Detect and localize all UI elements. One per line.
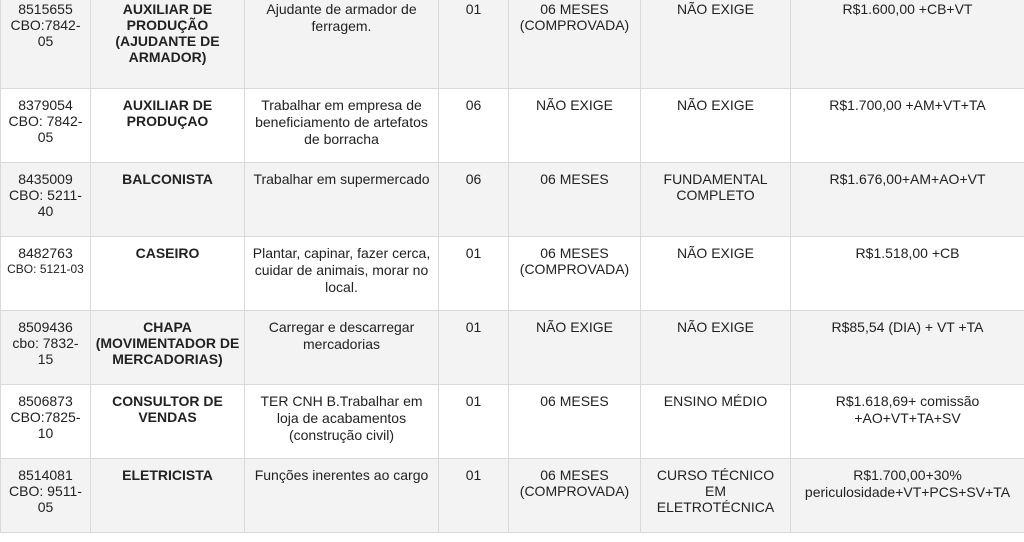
- job-experience: NÃO EXIGE: [509, 311, 641, 385]
- table-row: [1, 459, 1024, 533]
- table-row: [1, 0, 1024, 89]
- job-code: 8515655: [18, 1, 73, 17]
- cbo-code: CBO:7825-10: [10, 409, 81, 441]
- job-code: 8435009: [18, 171, 73, 187]
- job-salary: R$1.618,69+ comissão +AO+VT+TA+SV: [791, 385, 1024, 459]
- cbo-code: CBO: 5121-03: [7, 262, 84, 276]
- cbo-code: cbo: 7832-15: [12, 335, 79, 367]
- job-salary: R$1.700,00 +AM+VT+TA: [791, 89, 1024, 163]
- job-experience: 06 MESES (COMPROVADA): [509, 237, 641, 311]
- job-salary: R$1.600,00 +CB+VT: [791, 0, 1024, 89]
- job-schooling: NÃO EXIGE: [641, 237, 791, 311]
- job-salary: R$1.700,00+30% periculosidade+VT+PCS+SV+TA: [791, 459, 1024, 533]
- job-experience: 06 MESES (COMPROVADA): [509, 0, 641, 89]
- job-description: Trabalhar em empresa de beneficiamento de artefatos de borracha: [245, 89, 439, 163]
- job-title: AUXILIAR DE PRODUÇAO: [91, 89, 245, 163]
- job-code-cell: [1, 89, 91, 163]
- cbo-code: CBO: 7842-05: [8, 113, 83, 145]
- job-experience: NÃO EXIGE: [509, 89, 641, 163]
- job-title: CONSULTOR DE VENDAS: [91, 385, 245, 459]
- job-schooling: CURSO TÉCNICO EM ELETROTÉCNICA: [641, 459, 791, 533]
- job-vacancies: 06: [439, 89, 509, 163]
- job-code-cell: [1, 385, 91, 459]
- cbo-code: CBO: 5211-40: [9, 187, 82, 219]
- job-description: Ajudante de armador de ferragem.: [245, 0, 439, 89]
- job-code-cell: [1, 0, 91, 89]
- job-title: CASEIRO: [91, 237, 245, 311]
- job-vacancies: 06: [439, 163, 509, 237]
- job-schooling: NÃO EXIGE: [641, 0, 791, 89]
- job-schooling: ENSINO MÉDIO: [641, 385, 791, 459]
- cbo-code: CBO:7842-05: [10, 17, 81, 49]
- job-code: 8506873: [18, 393, 73, 409]
- job-experience: 06 MESES: [509, 163, 641, 237]
- table-row: [1, 163, 1024, 237]
- job-vacancies: 01: [439, 385, 509, 459]
- job-code: 8509436: [18, 319, 73, 335]
- job-description: Carregar e descarregar mercadorias: [245, 311, 439, 385]
- job-code: 8514081: [18, 467, 73, 483]
- table-row: [1, 237, 1024, 311]
- job-title: BALCONISTA: [91, 163, 245, 237]
- job-schooling: NÃO EXIGE: [641, 89, 791, 163]
- table-row: [1, 89, 1024, 163]
- job-vacancies: 01: [439, 311, 509, 385]
- job-code: 8482763: [18, 245, 73, 261]
- job-experience: 06 MESES: [509, 385, 641, 459]
- job-description: Plantar, capinar, fazer cerca, cuidar de animais, morar no local.: [245, 237, 439, 311]
- job-salary: R$1.518,00 +CB: [791, 237, 1024, 311]
- job-description: Funções inerentes ao cargo: [245, 459, 439, 533]
- job-schooling: NÃO EXIGE: [641, 311, 791, 385]
- table-row: [1, 311, 1024, 385]
- job-code-cell: [1, 459, 91, 533]
- job-code: 8379054: [18, 97, 73, 113]
- job-code-cell: [1, 163, 91, 237]
- cbo-code: CBO: 9511-05: [9, 483, 82, 515]
- table-row: [1, 385, 1024, 459]
- job-vacancies: 01: [439, 237, 509, 311]
- job-salary: R$1.676,00+AM+AO+VT: [791, 163, 1024, 237]
- job-title: CHAPA (MOVIMENTADOR DE MERCADORIAS): [91, 311, 245, 385]
- job-vacancies: 01: [439, 459, 509, 533]
- job-description: TER CNH B.Trabalhar em loja de acabamentos (construção civil): [245, 385, 439, 459]
- job-schooling: FUNDAMENTAL COMPLETO: [641, 163, 791, 237]
- job-salary: R$85,54 (DIA) + VT +TA: [791, 311, 1024, 385]
- job-title: AUXILIAR DE PRODUÇÃO (AJUDANTE DE ARMADOR): [91, 0, 245, 89]
- job-experience: 06 MESES (COMPROVADA): [509, 459, 641, 533]
- job-title: ELETRICISTA: [91, 459, 245, 533]
- job-code-cell: [1, 237, 91, 311]
- job-vacancies: 01: [439, 0, 509, 89]
- job-code-cell: [1, 311, 91, 385]
- job-description: Trabalhar em supermercado: [245, 163, 439, 237]
